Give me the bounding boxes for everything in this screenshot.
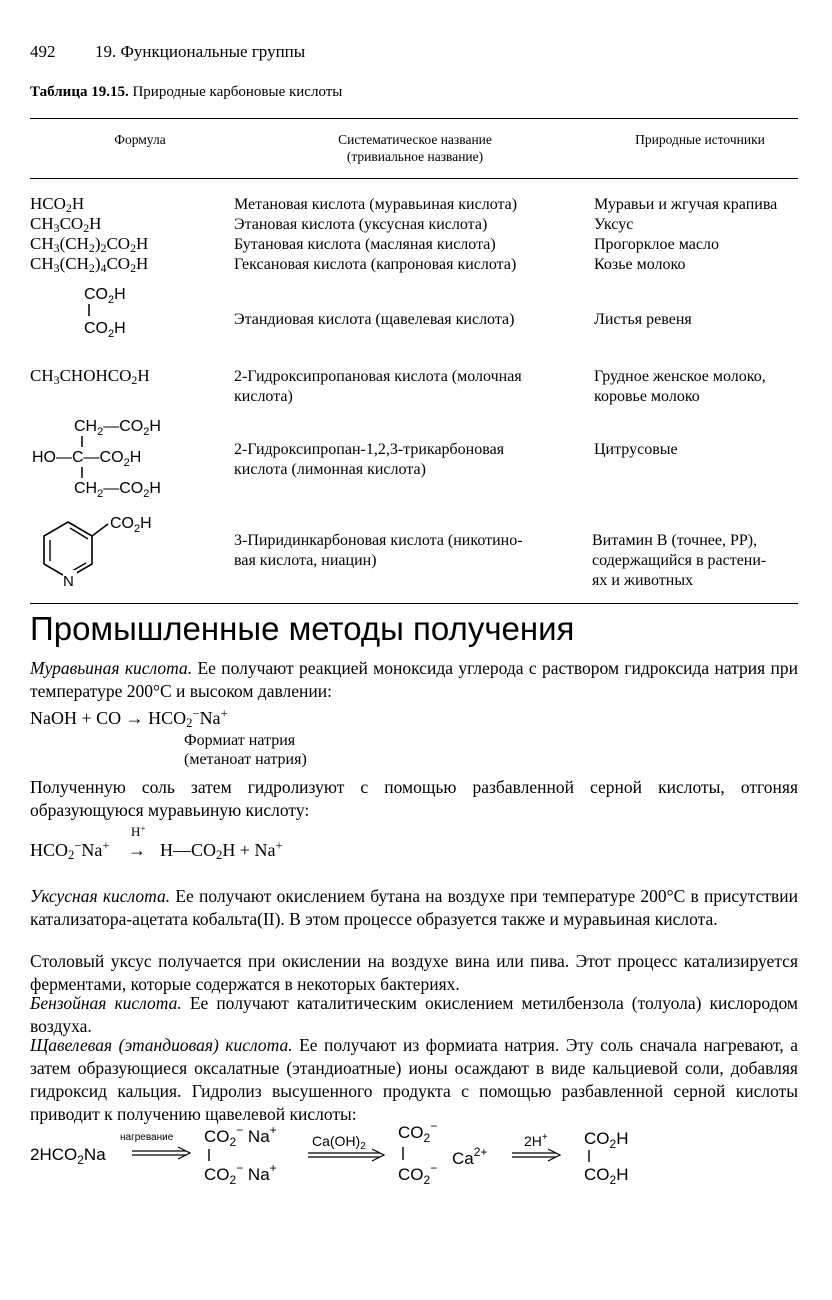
svg-text:CH2—CO2H: $CH_2—CO_2H$ [74, 418, 161, 438]
equation-hydrolysis: $HCO_2^-Na^+$ [30, 838, 110, 863]
source-citric: Цитрусовые [594, 441, 678, 458]
column-header-name-line1: Систематическое название [338, 132, 492, 147]
oxalic-co2h-top: $CO_2H$ [84, 286, 126, 306]
source-formic: Муравьи и жгучая крапива [594, 196, 778, 213]
source-nicotinic-line3: ях и животных [592, 572, 694, 589]
oxalic-lead: Щавелевая (этандиовая) кислота. [30, 1035, 293, 1055]
name-caproic: Гексановая кислота (капроновая кислота) [234, 256, 517, 273]
name-nicotinic [234, 531, 523, 571]
name-oxalic: Этандиовая кислота (щавелевая кислота) [234, 311, 515, 328]
equation-hydrolysis-products: $H—CO_2H + Na^+$ [160, 838, 283, 863]
source-nicotinic-line2: содержащийся в растени- [592, 552, 767, 569]
hydrolysis-paragraph: Полученную соль затем гидролизуют с помощью разбавленной серной кислоты, отгоняя образующуюся муравьиную кислоту: [30, 777, 798, 820]
formula-caproic: $CH_3(CH_2)_4CO_2H$ [30, 254, 149, 275]
source-nicotinic-line1: Витамин B (точнее, PP), [592, 532, 758, 549]
formula-acetic: $CH_3CO_2H$ [30, 214, 102, 235]
oxalic-acid-reagent: 2H+ [524, 1132, 548, 1149]
source-lactic-line2: коровье молоко [594, 388, 700, 405]
formate-label [184, 731, 307, 769]
table-top-rule [30, 118, 798, 119]
oxalic-paragraph [30, 1034, 798, 1126]
benzoic-paragraph [30, 992, 798, 1038]
table-bottom-rule [30, 603, 798, 604]
name-nicotinic-line2: вая кислота, ниацин) [234, 552, 377, 569]
hydrolysis-arrow: → [128, 840, 146, 860]
page-number: 492 [30, 42, 56, 61]
svg-text:HO—C—CO2H: $HO—C—CO_2H$ [32, 449, 142, 469]
svg-text:CO2− Na+: $CO_2^-$ Na+ [204, 1161, 277, 1187]
benzoic-lead: Бензойная кислота. [30, 993, 182, 1013]
svg-text:CO2H: $CO_2H$ [584, 1165, 629, 1187]
formic-paragraph [30, 657, 798, 703]
formula-butyric: $CH_3(CH_2)_2CO_2H$ [30, 234, 149, 255]
oxalic-text: Ее получают из формиата натрия. Эту соль сначала нагревают, а затем образующиеся оксалатные (этандиоатные) ионы осаждают в виде кальциевой соли, добавляя гидроксид кальция. Гидролиз высушенного продукта с помощью разбавленной серной кислоты приводит к получению щавелевой кислоты: [30, 1035, 798, 1124]
name-lactic [234, 367, 522, 407]
svg-text:CO2− Na+: $CO_2^-$ Na+ [204, 1123, 277, 1149]
source-acetic: Уксус [594, 216, 634, 233]
name-acetic: Этановая кислота (уксусная кислота) [234, 216, 488, 233]
running-header: 19. Функциональные группы [95, 42, 306, 61]
name-citric-line2: кислота (лимонная кислота) [234, 461, 426, 478]
column-header-name [290, 131, 540, 165]
formic-lead: Муравьиная кислота. [30, 658, 193, 678]
svg-text:CO2−: $CO_2^-$ [398, 1120, 438, 1145]
oxalic-reaction-scheme [28, 1120, 648, 1190]
benzoic-text: Ее получают каталитическим окислением метилбензола (толуола) кислородом воздуха. [30, 993, 798, 1036]
table-header-rule [30, 178, 798, 179]
source-lactic-line1: Грудное женское молоко, [594, 368, 766, 385]
formate-label-line2: (метаноат натрия) [184, 751, 307, 768]
column-header-formula: Формула [114, 132, 166, 147]
nicotinic-n-label: N [63, 573, 74, 590]
oxalic-reactant: $2HCO_2Na$ [30, 1145, 106, 1167]
table-caption [30, 84, 342, 101]
source-oxalic: Листья ревеня [594, 311, 692, 328]
name-butyric: Бутановая кислота (масляная кислота) [234, 236, 496, 253]
formula-formic: $HCO_2H$ [30, 194, 85, 215]
nicotinic-structure [30, 510, 180, 594]
oxalic-reagent: $Ca(OH)_2$ [312, 1133, 366, 1152]
section-title: Промышленные методы получения [30, 610, 575, 647]
name-lactic-line1: 2-Гидроксипропановая кислота (молочная [234, 368, 522, 385]
svg-text:CO2H: $CO_2H$ [584, 1129, 629, 1151]
table-caption-label: Таблица 19.15. [30, 84, 129, 100]
name-citric [234, 440, 504, 480]
oxalic-co2h-bottom: $CO_2H$ [84, 320, 126, 340]
svg-text:Ca2+: $Ca^{2+}$ [452, 1145, 488, 1168]
equation-formate: NaOH + CO → $HCO_2^-Na^+$ [30, 706, 228, 731]
name-citric-line1: 2-Гидроксипропан-1,2,3-трикарбоновая [234, 441, 505, 458]
source-nicotinic [592, 531, 766, 591]
name-formic: Метановая кислота (муравьиная кислота) [234, 196, 518, 213]
formula-lactic: $CH_3CHOHCO_2H$ [30, 366, 150, 387]
svg-text:CH2—CO2H: $CH_2—CO_2H$ [74, 480, 161, 500]
oxalic-structure [60, 280, 180, 340]
acetic-lead: Уксусная кислота. [30, 886, 171, 906]
column-header-name-line2: (тривиальное название) [346, 149, 484, 164]
formic-text: Ее получают реакцией моноксида углерода с раствором гидроксида натрия при температуре 200°C и высоком давлении: [30, 658, 799, 701]
column-header-source: Природные источники [635, 132, 765, 147]
acetic-paragraph [30, 885, 798, 931]
name-lactic-line2: кислота) [234, 388, 293, 405]
source-caproic: Козье молоко [594, 256, 686, 273]
oxalic-heating-label: нагревание [120, 1132, 174, 1143]
vinegar-paragraph: Столовый уксус получается при окислении на воздухе вина или пива. Этот процесс катализируется ферментами, которые содержатся в некоторых бактериях. [30, 951, 798, 994]
hydrolysis-catalyst: H+ [131, 823, 146, 839]
svg-text:CO2−: $CO_2^-$ [398, 1161, 438, 1187]
name-nicotinic-line1: 3-Пиридинкарбоновая кислота (никотино- [234, 532, 523, 549]
table-caption-text: Природные карбоновые кислоты [132, 84, 343, 100]
source-lactic [594, 367, 766, 407]
formate-label-line1: Формиат натрия [184, 732, 296, 749]
source-butyric: Прогорклое масло [594, 236, 719, 253]
svg-text:CO2H: $CO_2H$ [110, 515, 152, 535]
acetic-text: Ее получают окислением бутана на воздухе при температуре 200°C в присутствии катализатора-ацетата кобальта(II). В этом процессе образуется также и муравьиная кислота. [30, 886, 798, 929]
citric-structure [30, 410, 200, 502]
